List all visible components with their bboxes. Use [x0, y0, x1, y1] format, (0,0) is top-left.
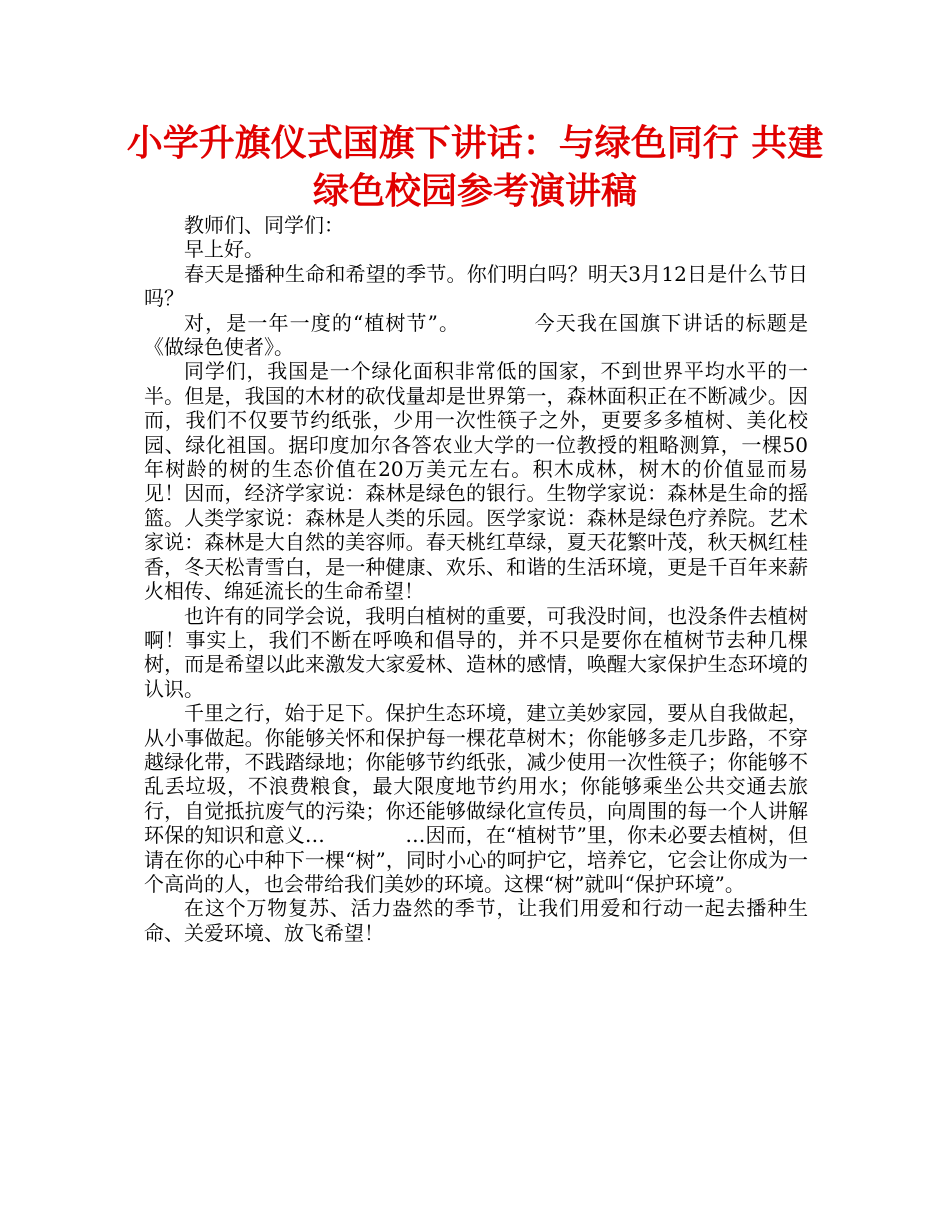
document-title: 小学升旗仪式国旗下讲话：与绿色同行 共建绿色校园参考演讲稿: [126, 123, 824, 212]
body-paragraph: 对，是一年一度的“植树节”。 今天我在国旗下讲话的标题是《做绿色使者》。: [144, 310, 808, 360]
closing-paragraph: 在这个万物复苏、活力盎然的季节，让我们用爱和行动一起去播种生命、关爱环境、放飞希望！: [144, 896, 808, 945]
speech-body: [144, 213, 808, 945]
body-paragraph: 千里之行，始于足下。保护生态环境，建立美妙家园，要从自我做起，从小事做起。你能够关怀和保护每一棵花草树木；你能够多走几步路，不穿越绿化带，不践踏绿地；你能够节约纸张，减少使用一次性筷子；你能够不乱丢垃圾，不浪费粮食，最大限度地节约用水；你能够乘坐公共交通去旅行，自觉抵抗废气的污染；你还能够做绿化宣传员，向周围的每一个人讲解环保的知识和意义… …因而，在“植树节”里，你未必要去植树，但请在你的心中种下一棵“树”，同时小心的呵护它，培养它，它会让你成为一个高尚的人，也会带给我们美妙的环境。这棵“树”就叫“保护环境”。: [144, 701, 808, 896]
greeting-paragraph: 教师们、同学们：: [184, 213, 344, 237]
body-paragraph: 也许有的同学会说，我明白植树的重要，可我没时间，也没条件去植树啊！事实上，我们不断在呼唤和倡导的，并不只是要你在植树节去种几棵树，而是希望以此来激发大家爱林、造林的感情，唤醒大家保护生态环境的认识。: [144, 603, 808, 701]
body-paragraph: 同学们，我国是一个绿化面积非常低的国家，不到世界平均水平的一半。但是，我国的木材的砍伐量却是世界第一，森林面积正在不断减少。因而，我们不仅要节约纸张，少用一次性筷子之外，更要多多植树、美化校园、绿化祖国。据印度加尔各答农业大学的一位教授的粗略测算，一棵50年树龄的树的生态价值在20万美元左右。积木成林，树木的价值显而易见！因而，经济学家说：森林是绿色的银行。生物学家说：森林是生命的摇篮。人类学家说：森林是人类的乐园。医学家说：森林是绿色疗养院。艺术家说：森林是大自然的美容师。春天桃红草绿，夏天花繁叶茂，秋天枫红桂香，冬天松青雪白，是一种健康、欢乐、和谐的生活环境，更是千百年来薪火相传、绵延流长的生命希望！: [144, 359, 808, 604]
body-paragraph: 春天是播种生命和希望的季节。你们明白吗？明天3月12日是什么节日吗？: [144, 261, 808, 311]
good-morning-paragraph: 早上好。: [184, 237, 264, 262]
